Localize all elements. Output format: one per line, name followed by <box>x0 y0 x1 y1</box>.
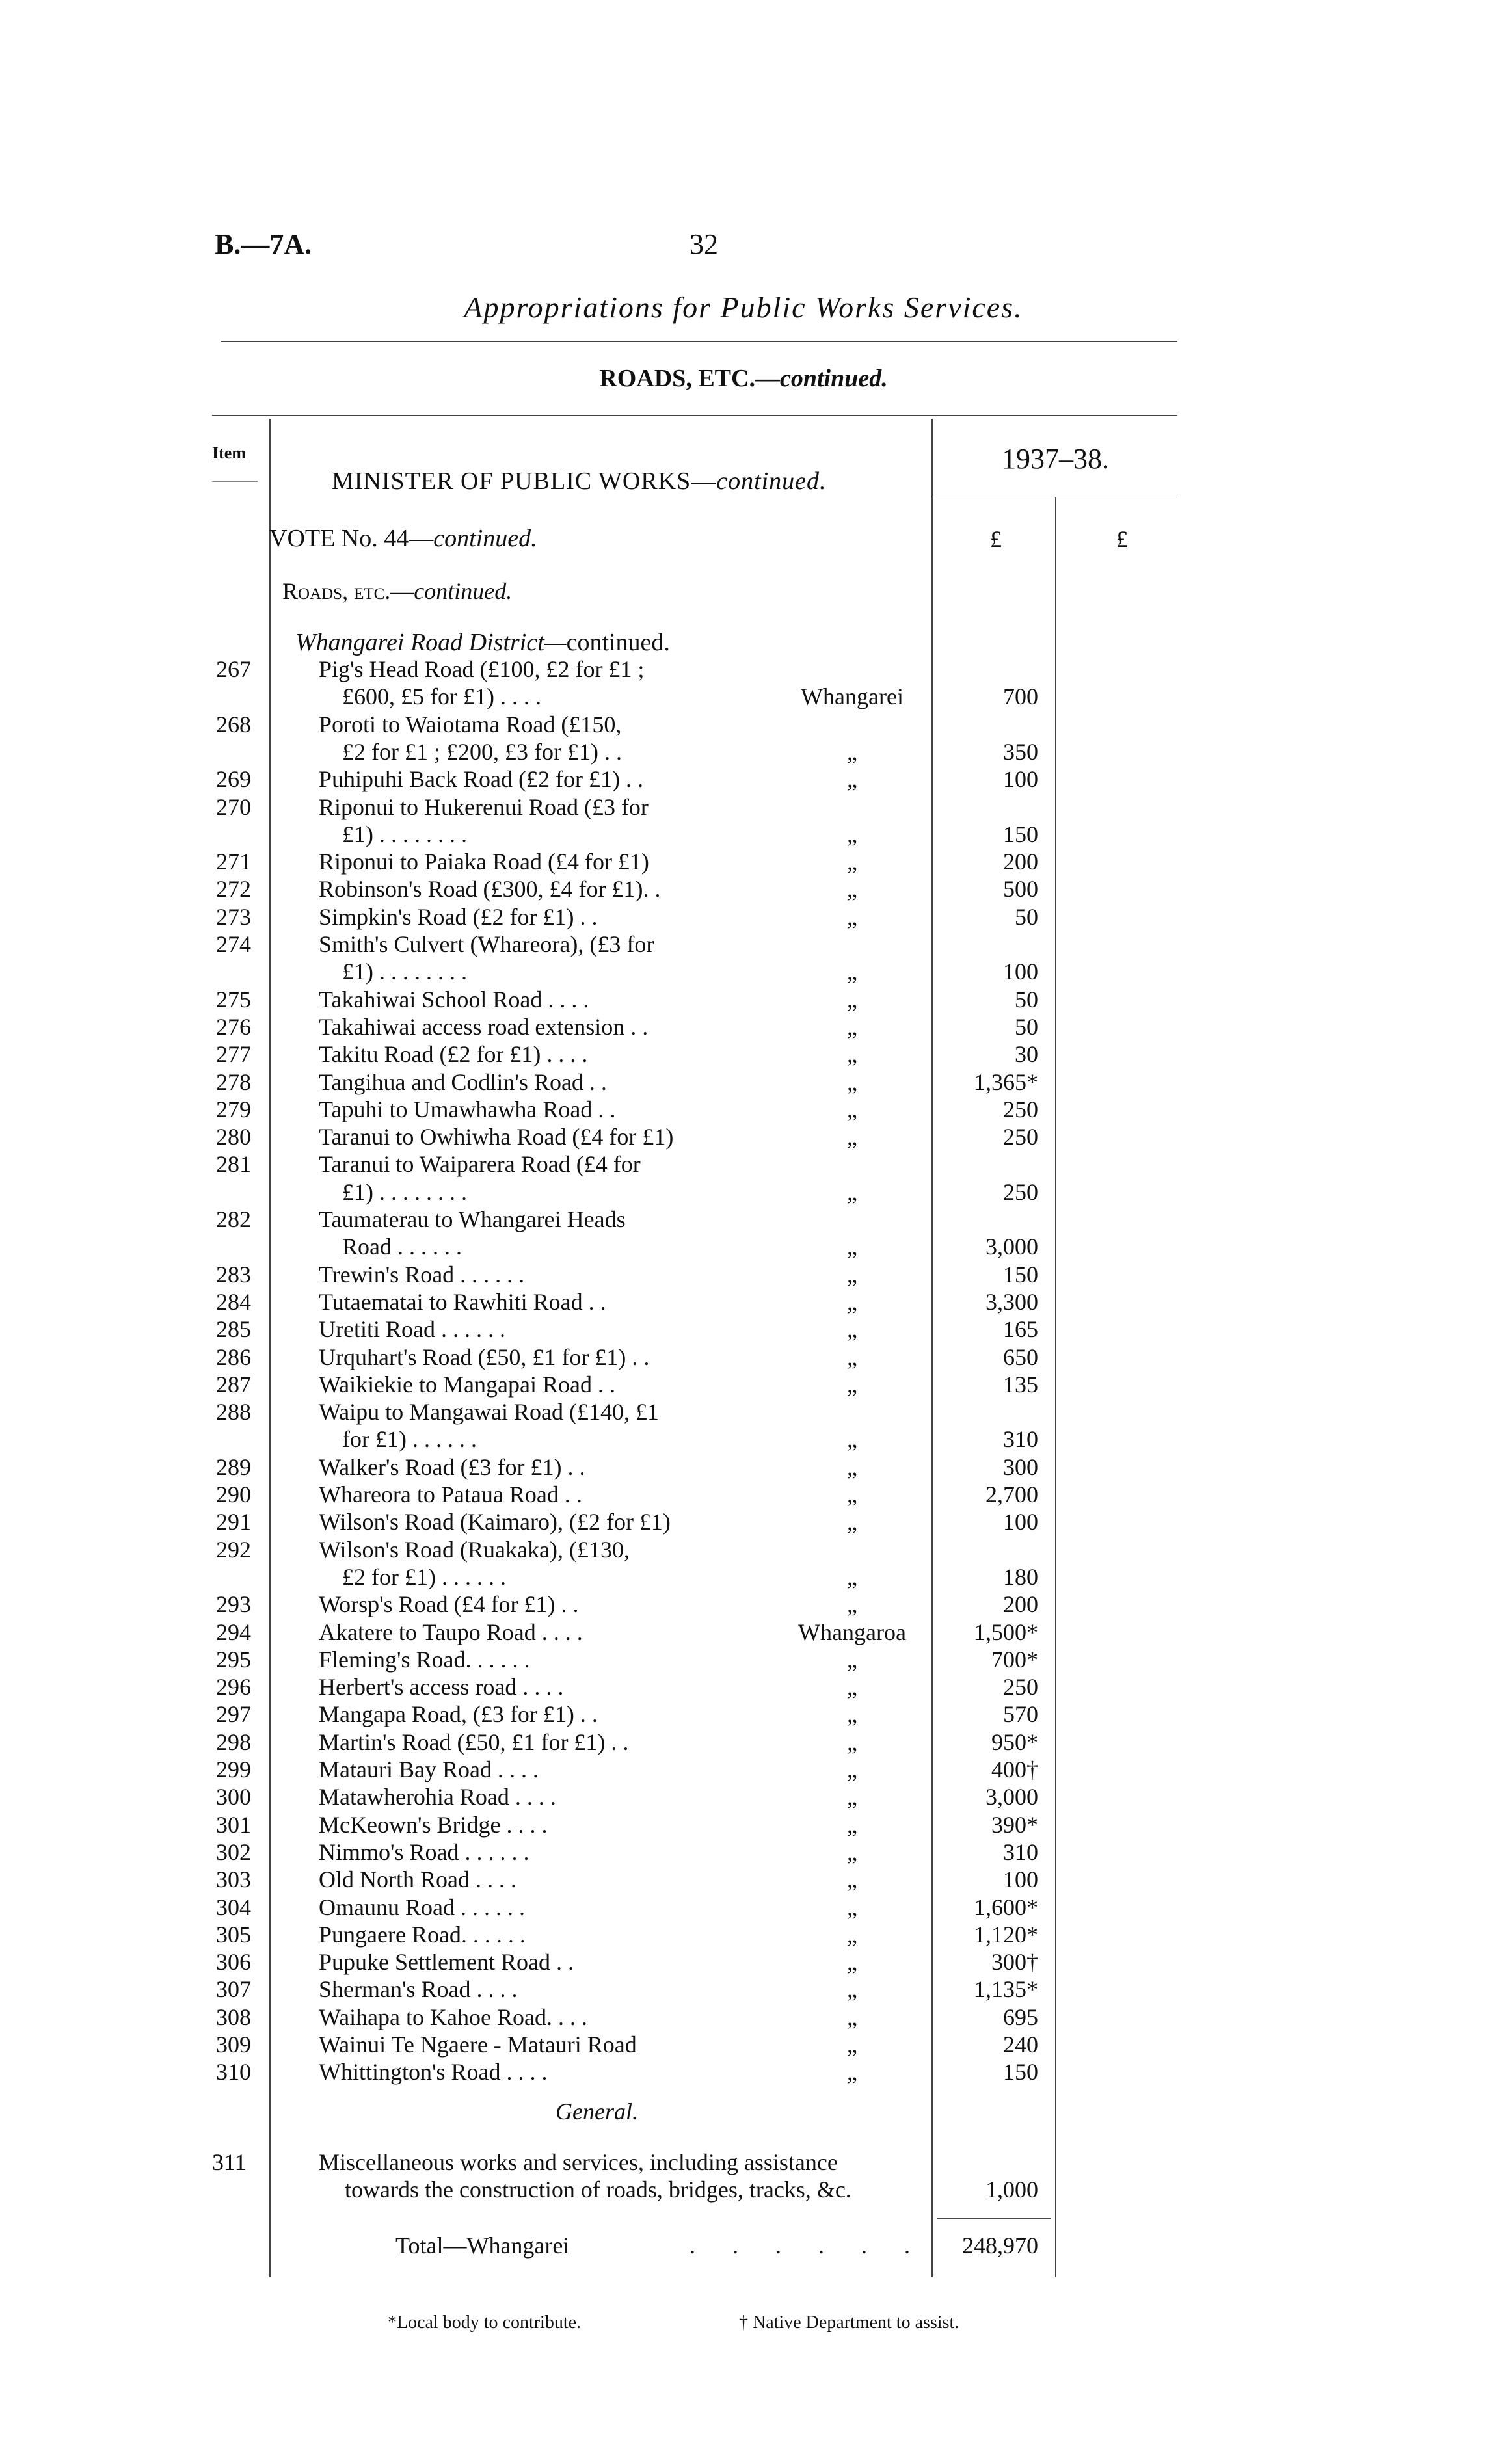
item-number: 311 <box>212 2149 247 2175</box>
amount-column-divider <box>931 419 933 2277</box>
road-description-continued: £2 for £1 ; £200, £3 for £1) . . <box>342 738 622 765</box>
road-description: Taumaterau to Whangarei Heads <box>319 1206 626 1232</box>
road-description: Waihapa to Kahoe Road. . . . <box>319 2004 587 2030</box>
item-number: 289 <box>216 1453 251 1480</box>
appropriation-amount: 570 <box>1003 1701 1038 1728</box>
page-number: 32 <box>690 228 718 260</box>
item-number: 272 <box>216 876 251 903</box>
item-number: 268 <box>216 711 251 737</box>
appropriation-amount: 3,000 <box>985 1784 1038 1810</box>
road-description: Waikiekie to Mangapai Road . . <box>319 1371 615 1398</box>
road-description: Old North Road . . . . <box>319 1866 516 1893</box>
appropriation-amount: 300† <box>991 1949 1038 1976</box>
road-description: Tangihua and Codlin's Road . . <box>319 1068 607 1095</box>
appropriation-amount: 2,700 <box>985 1481 1038 1507</box>
page-title: Appropriations for Public Works Services. <box>464 291 1023 324</box>
title-rule <box>221 341 1177 342</box>
appropriation-amount: 350 <box>1003 738 1038 765</box>
road-description-continued: Road . . . . . . <box>342 1234 462 1260</box>
total-label: Total—Whangarei <box>395 2232 570 2259</box>
pound-sign-column-2: £ <box>1116 526 1128 552</box>
item-number: 280 <box>216 1124 251 1150</box>
item-column-header: Item <box>212 444 246 462</box>
item-number: 274 <box>216 931 251 957</box>
appropriation-amount: 250 <box>1003 1124 1038 1150</box>
road-description: Mangapa Road, (£3 for £1) . . <box>319 1701 598 1728</box>
item-number: 307 <box>216 1976 251 2003</box>
appropriation-amount: 1,135* <box>974 1976 1038 2003</box>
item-number: 276 <box>216 1013 251 1040</box>
road-description-continued: £1) . . . . . . . . <box>342 1178 467 1205</box>
item-number: 288 <box>216 1399 251 1425</box>
appropriation-amount: 650 <box>1003 1344 1038 1370</box>
appropriation-amount: 50 <box>1015 986 1038 1013</box>
misc-amount: 1,000 <box>985 2177 1038 2203</box>
road-description: Whareora to Pataua Road . . <box>319 1481 582 1507</box>
item-number: 286 <box>216 1344 251 1370</box>
item-number: 273 <box>216 903 251 930</box>
appropriation-amount: 1,120* <box>974 1921 1038 1948</box>
item-number: 296 <box>216 1674 251 1701</box>
appropriation-amount: 200 <box>1003 1591 1038 1618</box>
item-number: 271 <box>216 849 251 875</box>
road-description: Fleming's Road. . . . . . <box>319 1646 530 1673</box>
road-description: Walker's Road (£3 for £1) . . <box>319 1453 585 1480</box>
appropriation-amount: 390* <box>991 1811 1038 1838</box>
item-number: 300 <box>216 1784 251 1810</box>
item-number: 305 <box>216 1921 251 1948</box>
road-description-continued: £1) . . . . . . . . <box>342 959 467 985</box>
appropriation-amount: 700* <box>991 1646 1038 1673</box>
appropriation-amount: 100 <box>1003 959 1038 985</box>
road-description: Urquhart's Road (£50, £1 for £1) . . <box>319 1344 650 1370</box>
appropriation-amount: 200 <box>1003 849 1038 875</box>
item-number: 290 <box>216 1481 251 1507</box>
vote-heading: VOTE No. 44—continued. <box>269 525 537 552</box>
road-description: Riponui to Hukerenui Road (£3 for <box>319 793 649 820</box>
road-description: Poroti to Waiotama Road (£150, <box>319 711 622 737</box>
road-description: Matawherohia Road . . . . <box>319 1784 556 1810</box>
appropriation-amount: 400† <box>991 1756 1038 1782</box>
item-number: 297 <box>216 1701 251 1728</box>
appropriation-amount: 165 <box>1003 1316 1038 1343</box>
appropriation-amount: 250 <box>1003 1096 1038 1122</box>
pound-sign-column-1: £ <box>990 526 1002 552</box>
road-description: Takitu Road (£2 for £1) . . . . <box>319 1041 588 1068</box>
item-number: 283 <box>216 1261 251 1288</box>
misc-description-line1: Miscellaneous works and services, including assistance <box>319 2149 838 2175</box>
item-number: 285 <box>216 1316 251 1343</box>
road-description-continued: for £1) . . . . . . <box>342 1426 477 1453</box>
road-description: Martin's Road (£50, £1 for £1) . . <box>319 1729 629 1755</box>
road-description: Akatere to Taupo Road . . . . <box>319 1619 583 1645</box>
road-description: Whittington's Road . . . . <box>319 2059 548 2086</box>
fiscal-year-header: 1937–38. <box>1002 443 1109 475</box>
road-description: Robinson's Road (£300, £4 for £1). . <box>319 876 661 903</box>
appropriation-amount: 1,600* <box>974 1894 1038 1920</box>
road-description: Smith's Culvert (Whareora), (£3 for <box>319 931 654 957</box>
district-heading: Whangarei Road District—continued. <box>295 629 670 656</box>
item-number: 281 <box>216 1151 251 1178</box>
road-description: Herbert's access road . . . . <box>319 1674 564 1701</box>
appropriation-amount: 135 <box>1003 1371 1038 1398</box>
appropriation-amount: 50 <box>1015 903 1038 930</box>
item-number: 275 <box>216 986 251 1013</box>
subamount-column-divider <box>1055 497 1056 2277</box>
appropriation-amount: 950* <box>991 1729 1038 1755</box>
item-number: 310 <box>216 2059 251 2086</box>
road-description: Trewin's Road . . . . . . <box>319 1261 525 1288</box>
item-number: 304 <box>216 1894 251 1920</box>
road-description: Omaunu Road . . . . . . <box>319 1894 525 1920</box>
item-number: 301 <box>216 1811 251 1838</box>
road-description: Tapuhi to Umawhawha Road . . <box>319 1096 616 1122</box>
table-top-rule <box>212 415 1177 416</box>
appropriation-amount: 3,300 <box>985 1288 1038 1315</box>
appropriation-amount: 150 <box>1003 1261 1038 1288</box>
appropriation-amount: 30 <box>1015 1041 1038 1068</box>
road-description: McKeown's Bridge . . . . <box>319 1811 548 1838</box>
road-description: Takahiwai School Road . . . . <box>319 986 589 1013</box>
section-subheading: ROADS, ETC.—continued. <box>599 365 888 392</box>
road-description: Puhipuhi Back Road (£2 for £1) . . <box>319 766 643 793</box>
road-description: Takahiwai access road extension . . <box>319 1013 649 1040</box>
road-description: Waipu to Mangawai Road (£140, £1 <box>319 1399 660 1425</box>
appropriation-amount: 150 <box>1003 821 1038 847</box>
item-number: 295 <box>216 1646 251 1673</box>
appropriation-amount: 100 <box>1003 766 1038 793</box>
item-number: 277 <box>216 1041 251 1068</box>
appropriation-amount: 180 <box>1003 1563 1038 1590</box>
road-description: Pupuke Settlement Road . . <box>319 1949 574 1976</box>
item-number: 269 <box>216 766 251 793</box>
item-number: 278 <box>216 1068 251 1095</box>
total-rule <box>937 2218 1051 2219</box>
item-number: 292 <box>216 1536 251 1563</box>
road-description: Pungaere Road. . . . . . <box>319 1921 526 1948</box>
item-number: 279 <box>216 1096 251 1122</box>
road-description: Uretiti Road . . . . . . <box>319 1316 505 1343</box>
total-amount: 248,970 <box>962 2232 1038 2259</box>
appropriation-amount: 150 <box>1003 2059 1038 2086</box>
road-description: Sherman's Road . . . . <box>319 1976 518 2003</box>
appropriation-amount: 50 <box>1015 1013 1038 1040</box>
item-header-rule <box>212 481 258 482</box>
item-number: 287 <box>216 1371 251 1398</box>
road-description: Tutaematai to Rawhiti Road . . <box>319 1288 606 1315</box>
document-reference: B.—7A. <box>215 228 312 260</box>
road-description: Wilson's Road (Ruakaka), (£130, <box>319 1536 630 1563</box>
misc-description-line2: towards the construction of roads, bridges, tracks, &c. <box>345 2177 851 2203</box>
appropriation-amount: 250 <box>1003 1674 1038 1701</box>
road-description: Wilson's Road (Kaimaro), (£2 for £1) <box>319 1509 671 1535</box>
road-description: Pig's Head Road (£100, £2 for £1 ; <box>319 656 645 682</box>
appropriation-amount: 1,500* <box>974 1619 1038 1645</box>
appropriation-amount: 500 <box>1003 876 1038 903</box>
road-description: Taranui to Waiparera Road (£4 for <box>319 1151 641 1178</box>
road-description: Nimmo's Road . . . . . . <box>319 1838 529 1865</box>
item-number: 299 <box>216 1756 251 1782</box>
roads-subheading: Roads, etc.—continued. <box>282 578 513 604</box>
item-number: 267 <box>216 656 251 682</box>
appropriation-amount: 310 <box>1003 1426 1038 1453</box>
item-column-divider <box>269 419 271 2277</box>
footnote-native-department: † Native Department to assist. <box>739 2312 959 2333</box>
road-description-continued: £1) . . . . . . . . <box>342 821 467 847</box>
appropriation-amount: 700 <box>1003 683 1038 710</box>
item-number: 306 <box>216 1949 251 1976</box>
appropriation-amount: 3,000 <box>985 1234 1038 1260</box>
road-description: Simpkin's Road (£2 for £1) . . <box>319 903 598 930</box>
appropriation-amount: 300 <box>1003 1453 1038 1480</box>
item-number: 270 <box>216 793 251 820</box>
item-number: 303 <box>216 1866 251 1893</box>
appropriation-amount: 100 <box>1003 1866 1038 1893</box>
road-description: Taranui to Owhiwha Road (£4 for £1) <box>319 1124 674 1150</box>
appropriation-amount: 250 <box>1003 1178 1038 1205</box>
item-number: 284 <box>216 1288 251 1315</box>
road-description-continued: £600, £5 for £1) . . . . <box>342 683 541 710</box>
minister-heading: MINISTER OF PUBLIC WORKS—continued. <box>332 468 827 495</box>
item-number: 293 <box>216 1591 251 1618</box>
item-number: 291 <box>216 1509 251 1535</box>
item-number: 309 <box>216 2032 251 2058</box>
road-description: Worsp's Road (£4 for £1) . . <box>319 1591 579 1618</box>
appropriation-amount: 695 <box>1003 2004 1038 2030</box>
item-number: 302 <box>216 1838 251 1865</box>
road-description: Matauri Bay Road . . . . <box>319 1756 539 1782</box>
road-description: Riponui to Paiaka Road (£4 for £1) <box>319 849 649 875</box>
road-description: Wainui Te Ngaere - Matauri Road <box>319 2032 637 2058</box>
appropriation-amount: 310 <box>1003 1838 1038 1865</box>
appropriation-amount: 240 <box>1003 2032 1038 2058</box>
footnote-local-body: *Local body to contribute. <box>388 2312 582 2333</box>
appropriation-amount: 100 <box>1003 1509 1038 1535</box>
appropriation-amount: 1,365* <box>974 1068 1038 1095</box>
item-number: 308 <box>216 2004 251 2030</box>
general-heading: General. <box>556 2099 638 2125</box>
item-number: 294 <box>216 1619 251 1645</box>
total-leader-dots: . . . . . . <box>690 2232 926 2259</box>
item-number: 282 <box>216 1206 251 1232</box>
road-description-continued: £2 for £1) . . . . . . <box>342 1563 506 1590</box>
item-number: 298 <box>216 1729 251 1755</box>
